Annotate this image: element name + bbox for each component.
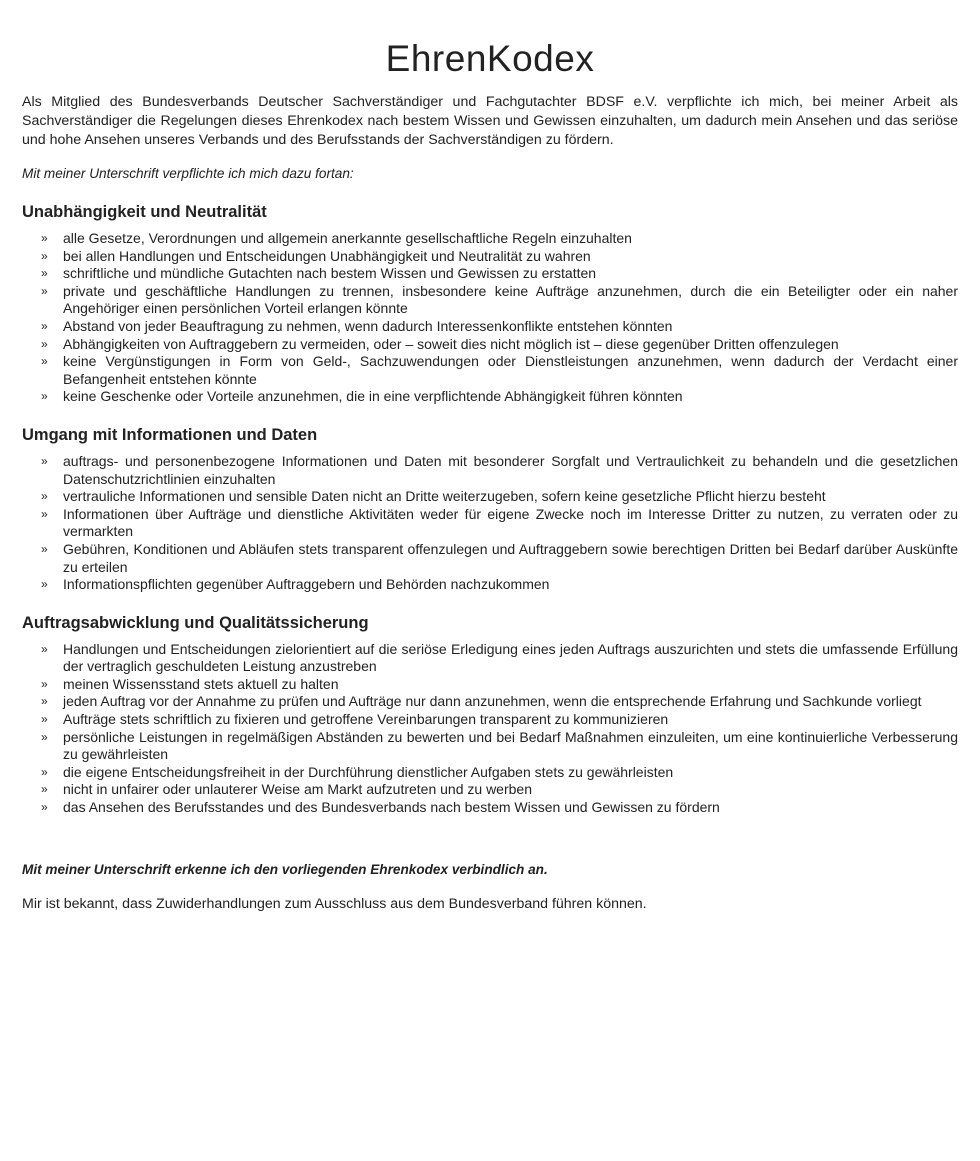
list-item (22, 799, 958, 817)
list-item (22, 336, 958, 354)
list-item-text: Abhängigkeiten von Auftraggebern zu vermeiden, oder – soweit dies nicht möglich ist – diese gegenüber Dritten offenzulegen (63, 335, 839, 352)
list-item-text: Abstand von jeder Beauftragung zu nehmen, wenn dadurch Interessenkonflikte entstehen könnten (63, 317, 673, 334)
bullet-marker: » (41, 800, 48, 815)
pledge-statement: Mit meiner Unterschrift verpflichte ich mich dazu fortan: (22, 166, 354, 181)
section-quality (22, 613, 958, 817)
closing-statement: Mir ist bekannt, dass Zuwiderhandlungen zum Ausschluss aus dem Bundesverband führen können. (22, 895, 647, 912)
list-item (22, 781, 958, 799)
list-item (22, 576, 958, 594)
list-item (22, 711, 958, 729)
bullet-marker: » (41, 354, 48, 369)
list-item-text: jeden Auftrag vor der Annahme zu prüfen und Aufträge nur dann anzunehmen, wenn die entsprechende Erfahrung und Sachkunde vorliegt (63, 693, 922, 710)
bullet-marker: » (41, 389, 48, 404)
document-title: EhrenKodex (385, 38, 595, 79)
bullet-marker: » (41, 577, 48, 592)
section-list (22, 230, 958, 406)
bullet-marker: » (41, 694, 48, 709)
list-item-text: Aufträge stets schriftlich zu fixieren und getroffene Vereinbarungen transparent zu kommunizieren (63, 711, 669, 728)
section-heading: Unabhängigkeit und Neutralität (22, 203, 267, 221)
list-item-text: das Ansehen des Berufsstandes und des Bundesverbands nach bestem Wissen und Gewissen zu fördern (63, 799, 720, 816)
bullet-marker: » (41, 764, 48, 779)
bullet-marker: » (41, 541, 48, 556)
bullet-marker: » (41, 506, 48, 521)
list-item (22, 318, 958, 336)
section-list (22, 641, 958, 817)
section-list (22, 453, 958, 594)
list-item (22, 729, 958, 764)
document-page (22, 38, 958, 914)
intro-paragraph: Als Mitglied des Bundesverbands Deutscher Sachverständiger und Fachgutachter BDSF e.V. verpflichte ich mich, bei meiner Arbeit als Sachverständiger die Regelungen dieses Ehrenkodex nach bestem Wissen und Gewissen einzuhalten, um dadurch mein Ansehen und das seriöse und hohe Ansehen unseres Verbands und des Berufsstands der Sachverständigen zu fördern. (22, 94, 958, 148)
bullet-marker: » (41, 248, 48, 263)
bullet-marker: » (41, 489, 48, 504)
list-item-text: Informationspflichten gegenüber Auftraggebern und Behörden nachzukommen (63, 576, 550, 593)
list-item (22, 265, 958, 283)
bullet-marker: » (41, 283, 48, 298)
list-item-text: vertrauliche Informationen und sensible Daten nicht an Dritte weiterzugeben, sofern keine gesetzliche Pflicht hierzu besteht (63, 488, 826, 505)
section-independence (22, 202, 958, 406)
list-item (22, 693, 958, 711)
list-item (22, 676, 958, 694)
list-item-text: keine Geschenke oder Vorteile anzunehmen, die in eine verpflichtende Abhängigkeit führen könnten (63, 388, 683, 405)
bullet-marker: » (41, 782, 48, 797)
list-item-text: schriftliche und mündliche Gutachten nach bestem Wissen und Gewissen zu erstatten (63, 265, 597, 282)
list-item (22, 488, 958, 506)
list-item (22, 353, 958, 388)
list-item-text: Informationen über Aufträge und dienstliche Aktivitäten weder für eigene Zwecke noch im Interesse Dritter zu nutzen, zu verraten oder zu vermarkten (63, 505, 958, 540)
list-item (22, 541, 958, 576)
list-item-text: meinen Wissensstand stets aktuell zu halten (63, 675, 339, 692)
section-information (22, 425, 958, 594)
bullet-marker: » (41, 266, 48, 281)
bullet-marker: » (41, 712, 48, 727)
list-item-text: Handlungen und Entscheidungen zielorientiert auf die seriöse Erledigung eines jeden Auftrags auszurichten und stets die umfassende Erfüllung der vertraglich geschuldeten Leistung anzustreben (63, 640, 958, 675)
list-item-text: alle Gesetze, Verordnungen und allgemein anerkannte gesellschaftliche Regeln einzuhalten (63, 230, 632, 246)
bullet-marker: » (41, 641, 48, 656)
list-item-text: Gebühren, Konditionen und Abläufen stets transparent offenzulegen und Auftraggebern sowie berechtigen Dritten bei Bedarf darüber Auskünfte zu erteilen (63, 540, 958, 575)
list-item-text: bei allen Handlungen und Entscheidungen Unabhängigkeit und Neutralität zu wahren (63, 247, 591, 264)
list-item-text: persönliche Leistungen in regelmäßigen Abständen zu bewerten und bei Bedarf Maßnahmen einzuleiten, um eine kontinuierliche Verbesserung zu gewährleisten (63, 728, 958, 763)
list-item (22, 506, 958, 541)
bullet-marker: » (41, 231, 48, 245)
list-item (22, 764, 958, 782)
list-item (22, 248, 958, 266)
list-item (22, 283, 958, 318)
bullet-marker: » (41, 676, 48, 691)
closing-acknowledgement: Mit meiner Unterschrift erkenne ich den vorliegenden Ehrenkodex verbindlich an. (22, 861, 548, 877)
list-item-text: auftrags- und personenbezogene Informationen und Daten mit besonderer Sorgfalt und Vertraulichkeit zu behandeln und die gesetzlichen Datenschutzrichtlinien einzuhalten (63, 452, 958, 487)
section-heading: Umgang mit Informationen und Daten (22, 425, 318, 444)
list-item (22, 230, 958, 248)
list-item (22, 388, 958, 406)
bullet-marker: » (41, 318, 48, 333)
list-item-text: private und geschäftliche Handlungen zu trennen, insbesondere keine Aufträge anzunehmen, durch die ein Beteiligter oder ein naher Angehöriger einen persönlichen Vorteil erlangen könnte (63, 282, 958, 317)
section-heading: Auftragsabwicklung und Qualitätssicherung (22, 613, 369, 632)
bullet-marker: » (41, 336, 48, 351)
list-item (22, 641, 958, 676)
list-item-text: keine Vergünstigungen in Form von Geld-, Sachzuwendungen oder Dienstleistungen anzunehmen, wenn dadurch der Verdacht einer Befangenheit entstehen könnte (63, 353, 958, 387)
list-item-text: die eigene Entscheidungsfreiheit in der Durchführung dienstlicher Aufgaben stets zu gewährleisten (63, 763, 674, 780)
list-item-text: nicht in unfairer oder unlauterer Weise am Markt aufzutreten und zu werben (63, 781, 532, 798)
bullet-marker: » (41, 729, 48, 744)
list-item (22, 453, 958, 488)
bullet-marker: » (41, 453, 48, 468)
